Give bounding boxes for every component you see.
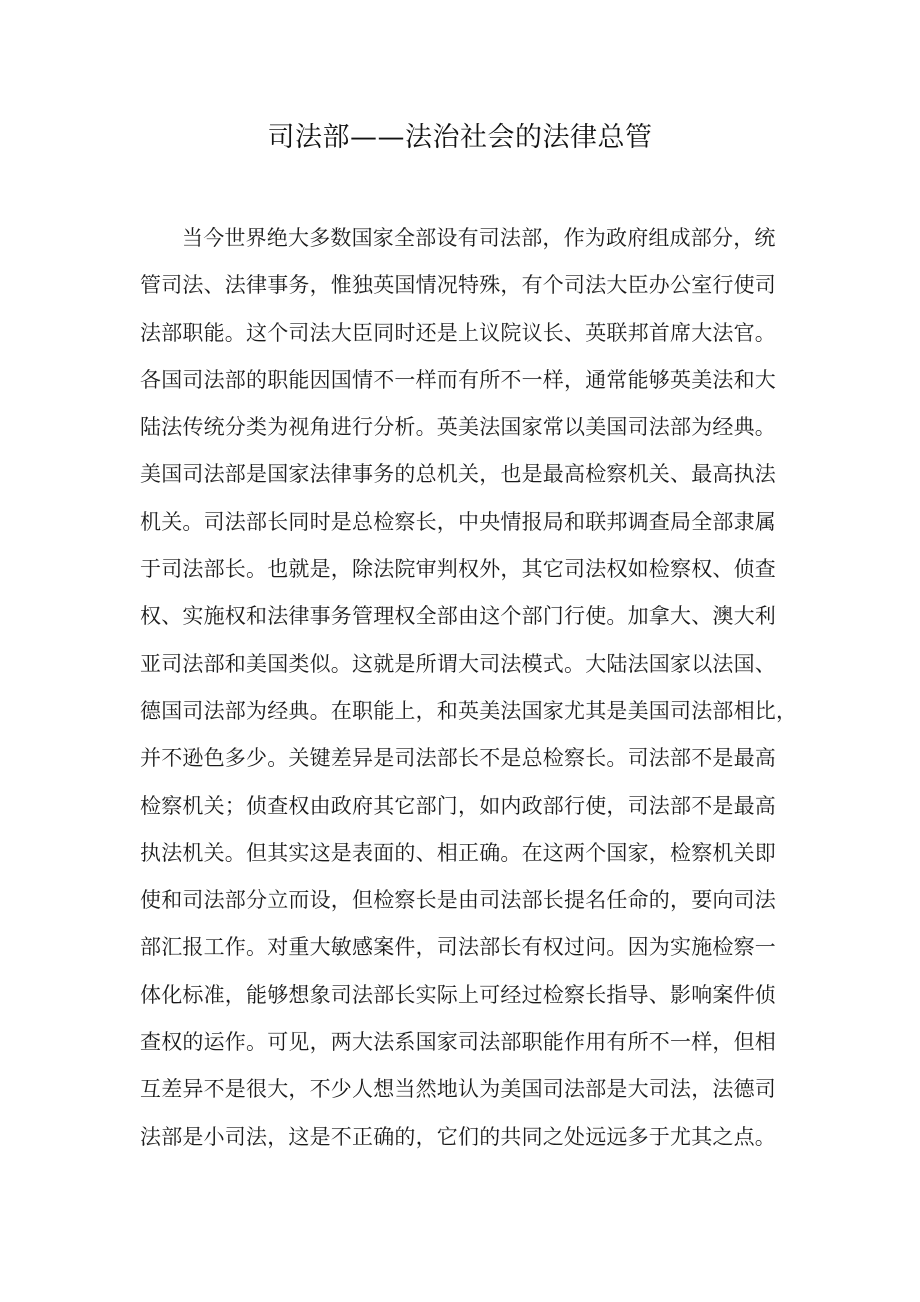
paragraph-line: 部汇报工作。对重大敏感案件，司法部长有权过问。因为实施检察一 [140, 935, 776, 960]
paragraph-line: 当今世界绝大多数国家全部设有司法部，作为政府组成部分，统 [182, 226, 776, 250]
paragraph-line: 各国司法部的职能因国情不一样而有所不一样，通常能够英美法和大 [140, 367, 776, 392]
paragraph-line: 互差异不是很大，不少人想当然地认为美国司法部是大司法，法德司 [140, 1077, 776, 1102]
paragraph-line: 于司法部长。也就是，除法院审判权外，其它司法权如检察权、侦查 [140, 557, 776, 582]
paragraph-line: 美国司法部是国家法律事务的总机关，也是最高检察机关、最高执法 [140, 462, 776, 487]
document-title: 司法部——法治社会的法律总管 [267, 122, 653, 153]
paragraph-line: 陆法传统分类为视角进行分析。英美法国家常以美国司法部为经典。 [140, 415, 776, 440]
paragraph-line: 检察机关；侦查权由政府其它部门，如内政部行使，司法部不是最高 [140, 793, 776, 818]
paragraph-line: 法部是小司法，这是不正确的，它们的共同之处远远多于尤其之点。 [140, 1124, 776, 1149]
paragraph-line: 亚司法部和美国类似。这就是所谓大司法模式。大陆法国家以法国、 [140, 651, 776, 676]
paragraph-line: 权、实施权和法律事务管理权全部由这个部门行使。加拿大、澳大利 [140, 604, 776, 629]
paragraph-line: 执法机关。但其实这是表面的、相正确。在这两个国家，检察机关即 [140, 840, 776, 865]
paragraph-line: 法部职能。这个司法大臣同时还是上议院议长、英联邦首席大法官。 [140, 320, 776, 345]
document-body [140, 215, 798, 1161]
paragraph-line: 机关。司法部长同时是总检察长，中央情报局和联邦调查局全部隶属 [140, 509, 776, 534]
paragraph-line: 管司法、法律事务，惟独英国情况特殊，有个司法大臣办公室行使司 [140, 273, 776, 298]
paragraph-line: 体化标准，能够想象司法部长实际上可经过检察长指导、影响案件侦 [140, 982, 776, 1007]
paragraph-line: 德国司法部为经典。在职能上，和英美法国家尤其是美国司法部相比， [140, 698, 798, 723]
paragraph-line: 并不逊色多少。关键差异是司法部长不是总检察长。司法部不是最高 [140, 746, 776, 771]
paragraph-line: 使和司法部分立而设，但检察长是由司法部长提名任命的，要向司法 [140, 888, 776, 913]
paragraph-line: 查权的运作。可见，两大法系国家司法部职能作用有所不一样，但相 [140, 1030, 776, 1055]
